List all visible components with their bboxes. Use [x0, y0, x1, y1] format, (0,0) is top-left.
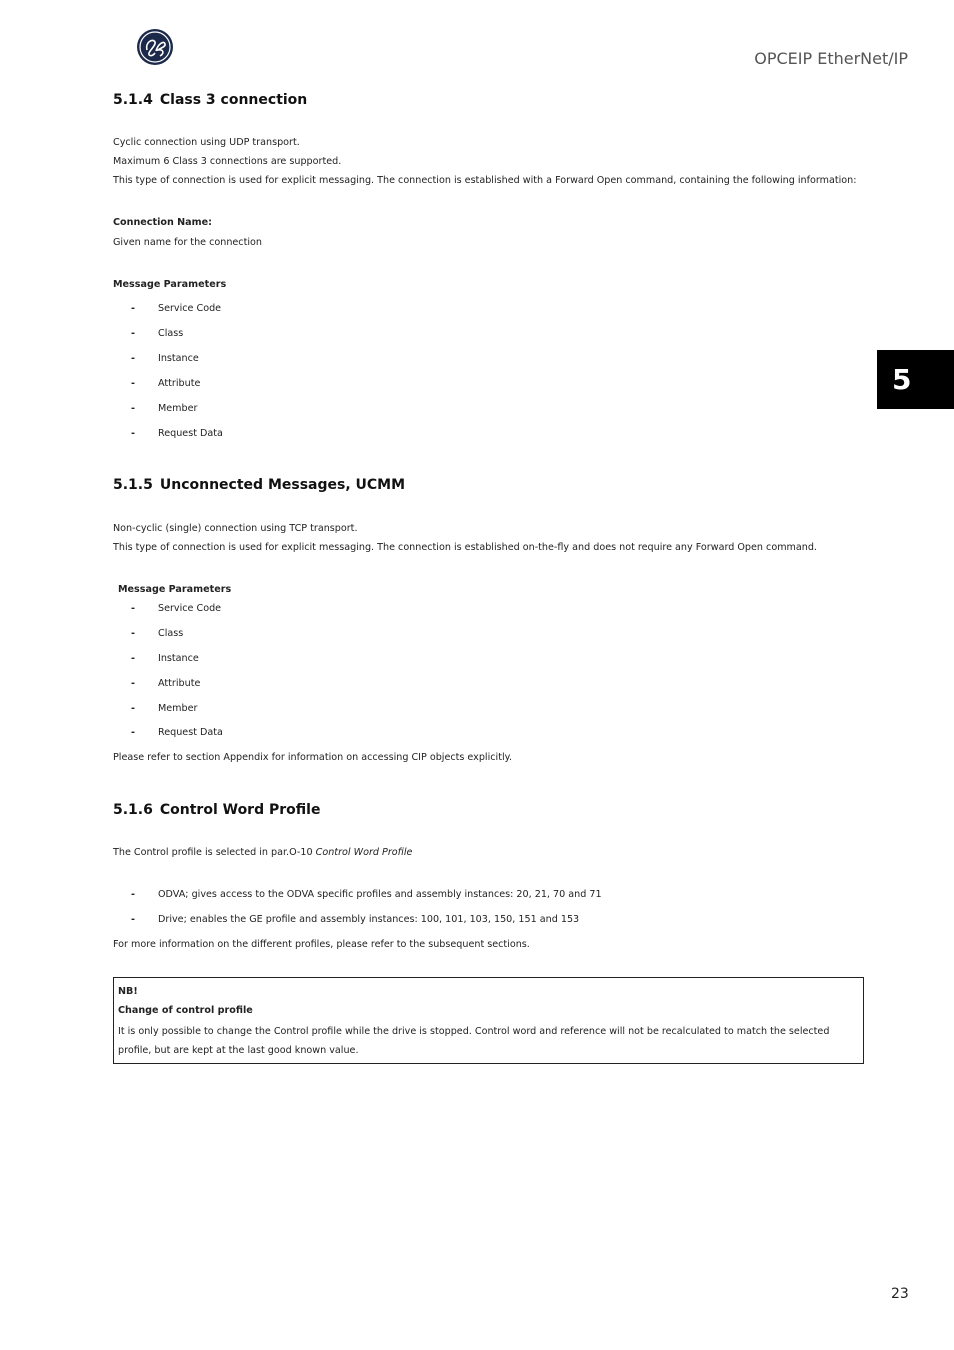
chapter-tab [877, 350, 954, 409]
paragraph-line: This type of connection is used for explicit messaging. The connection is established with a Forward Open command, containing the following information: [113, 175, 857, 186]
chapter-number: 5 [892, 363, 912, 396]
section-heading-516 [113, 802, 320, 818]
note-title: Change of control profile [118, 1005, 253, 1016]
paragraph-line: Cyclic connection using UDP transport. [113, 137, 300, 148]
list-item-text: Drive; enables the GE profile and assembly instances: 100, 101, 103, 150, 151 and 153 [158, 914, 580, 925]
section-title: Unconnected Messages, UCMM [159, 477, 406, 493]
list-item-text: Class [158, 328, 184, 339]
note-label: NB! [118, 986, 138, 997]
list-item-text: Instance [158, 353, 199, 364]
paragraph-line: This type of connection is used for explicit messaging. The connection is established on-the-fly and does not require any Forward Open command. [113, 542, 817, 553]
bullet-dash: - [131, 653, 135, 664]
list-item-text: Attribute [158, 378, 201, 389]
paragraph-line: For more information on the different profiles, please refer to the subsequent sections. [113, 939, 530, 950]
bullet-dash: - [131, 403, 135, 414]
paragraph-line [113, 846, 412, 859]
section-title: Class 3 connection [159, 92, 308, 108]
list-item-text: ODVA; gives access to the ODVA specific profiles and assembly instances: 20, 21, 70 and 71 [158, 889, 602, 900]
section-heading-514 [113, 92, 307, 108]
bullet-dash: - [131, 303, 135, 314]
bullet-dash: - [131, 914, 135, 925]
bullet-dash: - [131, 889, 135, 900]
ge-logo [136, 28, 174, 66]
connection-name-text: Given name for the connection [113, 237, 262, 248]
paragraph-line: Maximum 6 Class 3 connections are supported. [113, 156, 342, 167]
list-item-text: Service Code [158, 303, 222, 314]
note-box [113, 977, 864, 1064]
bullet-dash: - [131, 703, 135, 714]
bullet-dash: - [131, 378, 135, 389]
list-item-text: Class [158, 628, 184, 639]
section-number: 5.1.5 [113, 477, 153, 493]
intro-text: The Control profile is selected in par.O-10 [113, 847, 316, 858]
list-item-text: Instance [158, 653, 199, 664]
message-parameters-label: Message Parameters [113, 279, 227, 290]
list-item-text: Request Data [158, 428, 223, 439]
paragraph-line: Please refer to section Appendix for information on accessing CIP objects explicitly. [113, 752, 512, 763]
document-title: OPCEIP EtherNet/IP [754, 49, 908, 68]
paragraph-line: Non-cyclic (single) connection using TCP transport. [113, 523, 358, 534]
bullet-dash: - [131, 727, 135, 738]
list-item-text: Attribute [158, 678, 201, 689]
note-text: It is only possible to change the Control profile while the drive is stopped. Control word and reference will not be recalculated to match the selected profile, but are kept at the last good known value. [118, 1026, 830, 1056]
list-item-text: Request Data [158, 727, 223, 738]
bullet-dash: - [131, 428, 135, 439]
bullet-dash: - [131, 603, 135, 614]
section-heading-515 [113, 477, 405, 493]
connection-name-label: Connection Name: [113, 217, 212, 228]
section-title: Control Word Profile [159, 802, 321, 818]
page-number: 23 [891, 1286, 909, 1302]
section-number: 5.1.4 [113, 92, 153, 108]
list-item-text: Member [158, 703, 198, 714]
bullet-dash: - [131, 353, 135, 364]
message-parameters-label: Message Parameters [118, 584, 232, 595]
list-item-text: Service Code [158, 603, 222, 614]
bullet-dash: - [131, 678, 135, 689]
section-number: 5.1.6 [113, 802, 153, 818]
bullet-dash: - [131, 328, 135, 339]
bullet-dash: - [131, 628, 135, 639]
list-item-text: Member [158, 403, 198, 414]
parameter-name: Control Word Profile [315, 847, 413, 858]
